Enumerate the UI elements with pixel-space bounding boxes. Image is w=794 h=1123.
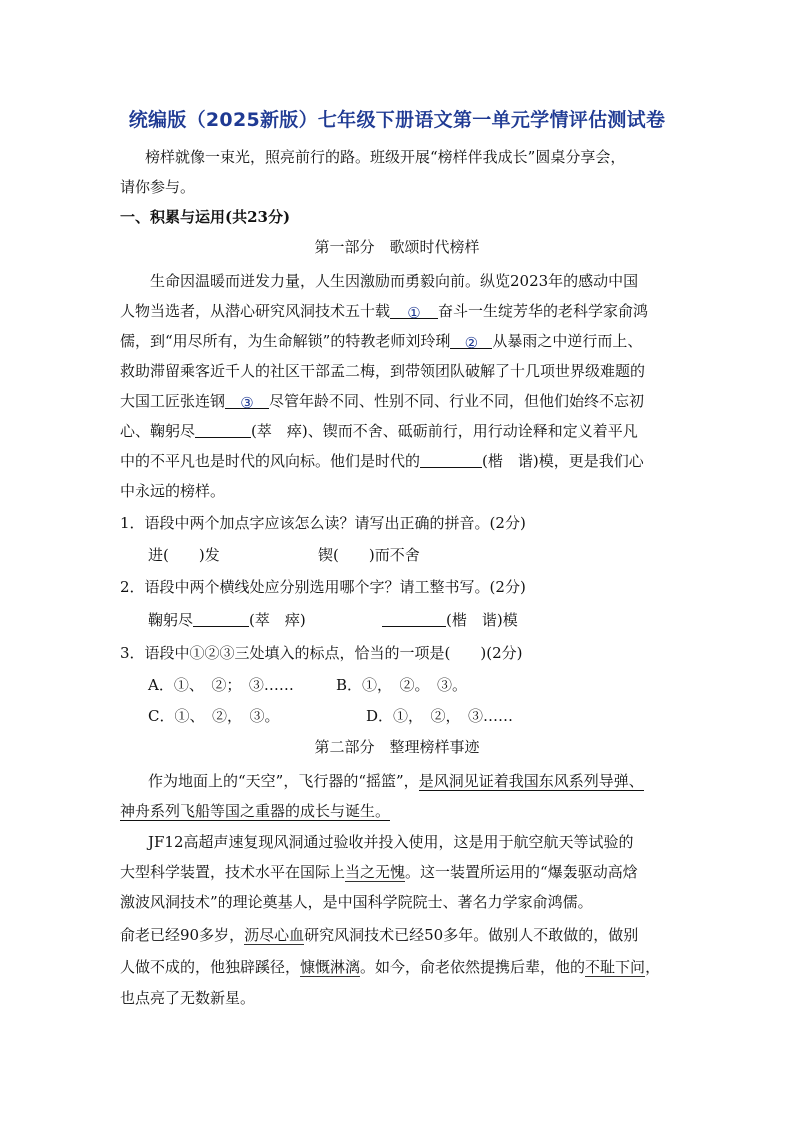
q2-item-b-options: (楷 谐)模 <box>446 611 518 629</box>
passage1-text: 尽管年龄不同、性别不同、行业不同，但他们始终不忘初 <box>269 392 645 410</box>
passage2-text: 。如今，俞老依然提携后辈，他的 <box>360 958 586 976</box>
intro-line-1: 榜样就像一束光，照亮前行的路。班级开展“榜样伴我成长”圆桌分享会， <box>145 148 626 166</box>
underlined-sentence: 神舟系列飞船等国之重器的成长与诞生。 <box>120 802 391 820</box>
passage1-line-8: 中永远的榜样。 <box>120 482 226 500</box>
q2-item-a-options: (萃 瘁) <box>249 611 306 629</box>
passage1-text: 奋斗一生绽芳华的老科学家俞鸿 <box>438 302 649 320</box>
part2-heading: 第二部分 整理榜样事迹 <box>314 738 480 756</box>
char-options-1: (萃 瘁) <box>251 422 308 440</box>
passage1-text: 中的不平凡也是时代的风向标。他们是时代的 <box>120 452 421 470</box>
passage2-line-6 <box>120 922 638 948</box>
q1-item-b[interactable]: 锲( )而不舍 <box>318 546 420 564</box>
q2-blank-a[interactable] <box>193 608 249 627</box>
passage1-text: 模，更是我们心 <box>538 452 644 470</box>
option-c[interactable]: C．①、 ②， ③。 <box>148 707 280 725</box>
section-heading-1-text: 一、积累与运用(共23分) <box>120 208 291 226</box>
passage2-text: 人做不成的，他独辟蹊径， <box>120 958 301 976</box>
passage2-line-5: 激波风洞技术”的理论奠基人，是中国科学院院士、著名力学家俞鸿儒。 <box>120 893 593 911</box>
passage2-text: 研究风洞技术已经50多年。做别人不敢做的，做别 <box>304 926 639 944</box>
passage1-line-3 <box>120 328 642 354</box>
passage1-text: 儒，到“用尽所有，为生命解锁”的特教老师刘玲琍 <box>120 332 451 350</box>
underlined-idiom: 当之无愧 <box>345 863 406 881</box>
punctuation-blank-3[interactable]: ③ <box>225 390 269 409</box>
passage1-line-1-text: 生命因温暖而迸发力量，人生因激励而勇毅向前。纵览2023年的感动中国 <box>150 272 639 290</box>
passage2-text: 俞老已经90多岁， <box>120 926 245 944</box>
passage2-text: ， <box>645 958 661 976</box>
passage2-text: 作为地面上的“天空”，飞行器的“摇篮”， <box>148 772 419 790</box>
question-2: 2．语段中两个横线处应分别选用哪个字？请工整书写。(2分) <box>120 578 526 596</box>
passage2-line-7 <box>120 954 660 980</box>
passage1-text: 心、鞠躬尽 <box>120 422 196 440</box>
q2-blank-b[interactable] <box>382 608 446 627</box>
page-title: 统编版（2025新版）七年级下册语文第一单元学情评估测试卷 <box>128 109 666 131</box>
passage2-line-1 <box>148 768 644 794</box>
passage2-line-4 <box>120 859 638 885</box>
question-1: 1．语段中两个加点字应该怎么读？请写出正确的拼音。(2分) <box>120 514 526 532</box>
part1-heading: 第一部分 歌颂时代榜样 <box>314 238 480 256</box>
q2-item-a <box>148 607 306 633</box>
passage1-line-2 <box>120 298 648 324</box>
section-heading-1 <box>120 204 290 230</box>
underlined-idiom: 不耻下问 <box>585 958 646 976</box>
punctuation-blank-1[interactable]: ① <box>390 300 438 319</box>
passage2-line-2 <box>120 798 390 824</box>
passage2-line-8: 也点亮了无数新星。 <box>120 989 256 1007</box>
underlined-idiom: 慷慨淋漓 <box>300 958 361 976</box>
char-blank-2[interactable] <box>420 449 482 468</box>
question-3: 3．语段中①②③三处填入的标点，恰当的一项是( )(2分) <box>120 644 523 662</box>
intro-line-2: 请你参与。 <box>120 178 196 196</box>
passage1-line-1 <box>150 268 638 294</box>
passage1-text: 从暴雨之中逆行而上、 <box>492 332 643 350</box>
underlined-sentence: 是风洞见证着我国东风系列导弹、 <box>418 772 644 790</box>
option-a[interactable]: A．①、 ②； ③…… <box>148 676 294 694</box>
q1-item-a[interactable]: 进( )发 <box>148 546 220 564</box>
passage1-text: 大国工匠张连钢 <box>120 392 226 410</box>
option-b[interactable]: B．①， ②。 ③。 <box>336 676 468 694</box>
q2-item-b <box>382 607 518 633</box>
q2-item-a-text: 鞠躬尽 <box>148 611 194 629</box>
option-d[interactable]: D．①， ②， ③…… <box>366 707 514 725</box>
passage1-text: 人物当选者，从潜心研究风洞技术五十载 <box>120 302 391 320</box>
underlined-idiom: 沥尽心血 <box>244 926 305 944</box>
passage1-text: 、锲而不舍、砥砺前行，用行动诠释和定义着平凡 <box>307 422 638 440</box>
passage1-line-4: 救助滞留乘客近千人的社区干部孟二梅，到带领团队破解了十几项世界级难题的 <box>120 362 646 380</box>
passage1-line-7 <box>120 448 644 474</box>
punctuation-blank-2[interactable]: ② <box>450 330 492 349</box>
passage2-text: 大型科学装置，技术水平在国际上 <box>120 863 346 881</box>
passage1-line-6 <box>120 418 638 444</box>
passage2-text: 。这一装置所运用的“爆轰驱动高焓 <box>405 863 638 881</box>
char-blank-1[interactable] <box>195 419 251 438</box>
passage2-line-3: JF12高超声速复现风洞通过验收并投入使用，这是用于航空航天等试验的 <box>148 833 634 851</box>
passage1-line-5 <box>120 388 644 414</box>
char-options-2: (楷 谐) <box>482 452 539 470</box>
